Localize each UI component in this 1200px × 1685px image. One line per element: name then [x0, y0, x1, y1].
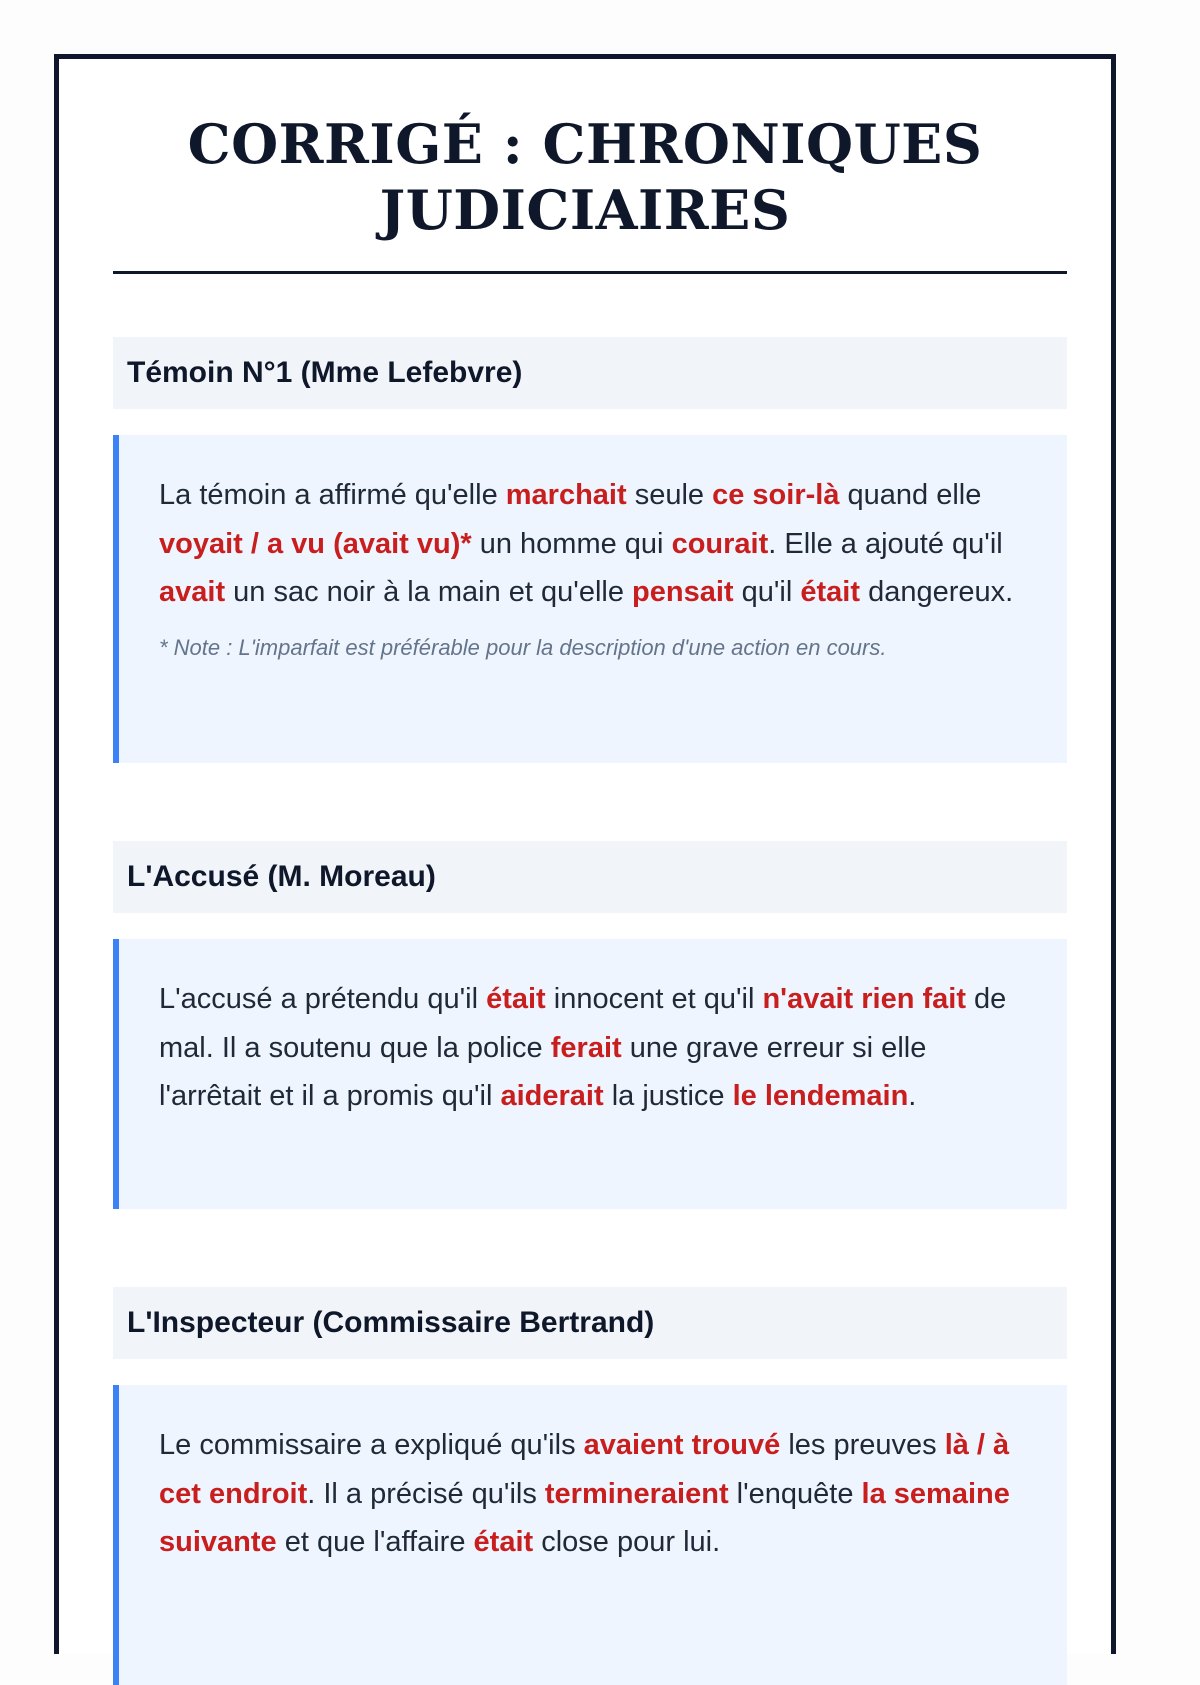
highlighted-answer: n'avait rien fait	[762, 983, 966, 1015]
highlighted-answer: avaient trouvé	[583, 1429, 781, 1461]
title-divider	[113, 271, 1067, 274]
text-segment: et que l'affaire	[276, 1526, 474, 1558]
text-segment: de mal. Il a soutenu que la police	[159, 983, 1007, 1064]
text-segment: La témoin a affirmé qu'elle	[159, 479, 506, 511]
text-segment: dangereux.	[860, 576, 1014, 608]
answer-box-inspector	[113, 1385, 1067, 1685]
text-segment: L'accusé a prétendu qu'il	[159, 983, 487, 1015]
text-segment: close pour lui.	[533, 1526, 721, 1558]
section-heading-inspector: L'Inspecteur (Commissaire Bertrand)	[113, 1287, 1067, 1359]
highlighted-answer: était	[473, 1526, 534, 1558]
answer-box-witness	[113, 435, 1067, 763]
highlighted-answer: ferait	[550, 1031, 622, 1064]
text-segment: un homme qui	[471, 527, 672, 560]
highlighted-answer: courait	[671, 527, 769, 560]
page-title: CORRIGÉ : CHRONIQUES JUDICIAIRES	[187, 112, 983, 242]
text-segment: quand elle	[839, 479, 982, 511]
highlighted-answer: avait	[159, 576, 226, 608]
highlighted-answer: là / à cet endroit	[159, 1429, 1010, 1510]
answer-text	[159, 471, 1027, 617]
text-segment: qu'il	[733, 576, 801, 608]
text-segment: . Elle a ajouté qu'il	[768, 527, 1003, 560]
highlighted-answer: voyait / a vu (avait vu)*	[159, 527, 472, 560]
text-segment: un sac noir à la main et qu'elle	[225, 576, 633, 608]
text-segment: les preuves	[780, 1429, 945, 1461]
text-segment: une grave erreur si elle l'arrêtait et il a promis qu'il	[159, 1031, 927, 1112]
highlighted-answer: pensait	[632, 576, 734, 608]
footnote: * Note : L'imparfait est préférable pour la description d'une action en cours.	[159, 634, 887, 660]
text-segment: . Il a précisé qu'ils	[307, 1477, 545, 1510]
answer-box-accused	[113, 939, 1067, 1209]
highlighted-answer: termineraient	[544, 1477, 729, 1510]
answer-text	[159, 975, 1027, 1121]
section-heading-witness: Témoin N°1 (Mme Lefebvre)	[113, 337, 1067, 409]
text-segment: Le commissaire a expliqué qu'ils	[159, 1429, 584, 1461]
highlighted-answer: ce soir-là	[712, 479, 840, 511]
text-segment: la justice	[603, 1080, 733, 1112]
highlighted-answer: était	[486, 983, 546, 1015]
highlighted-answer: la semaine suivante	[159, 1477, 1010, 1558]
text-segment: .	[908, 1080, 917, 1112]
text-segment: innocent et qu'il	[545, 983, 763, 1015]
answer-text	[159, 1421, 1027, 1567]
section-heading-accused: L'Accusé (M. Moreau)	[113, 841, 1067, 913]
highlighted-answer: était	[800, 576, 861, 608]
highlighted-answer: marchait	[505, 479, 627, 511]
text-segment: seule	[626, 479, 713, 511]
text-segment: l'enquête	[728, 1477, 862, 1510]
highlighted-answer: le lendemain	[732, 1080, 909, 1112]
answer-sheet	[54, 54, 1116, 1654]
highlighted-answer: aiderait	[500, 1080, 604, 1112]
